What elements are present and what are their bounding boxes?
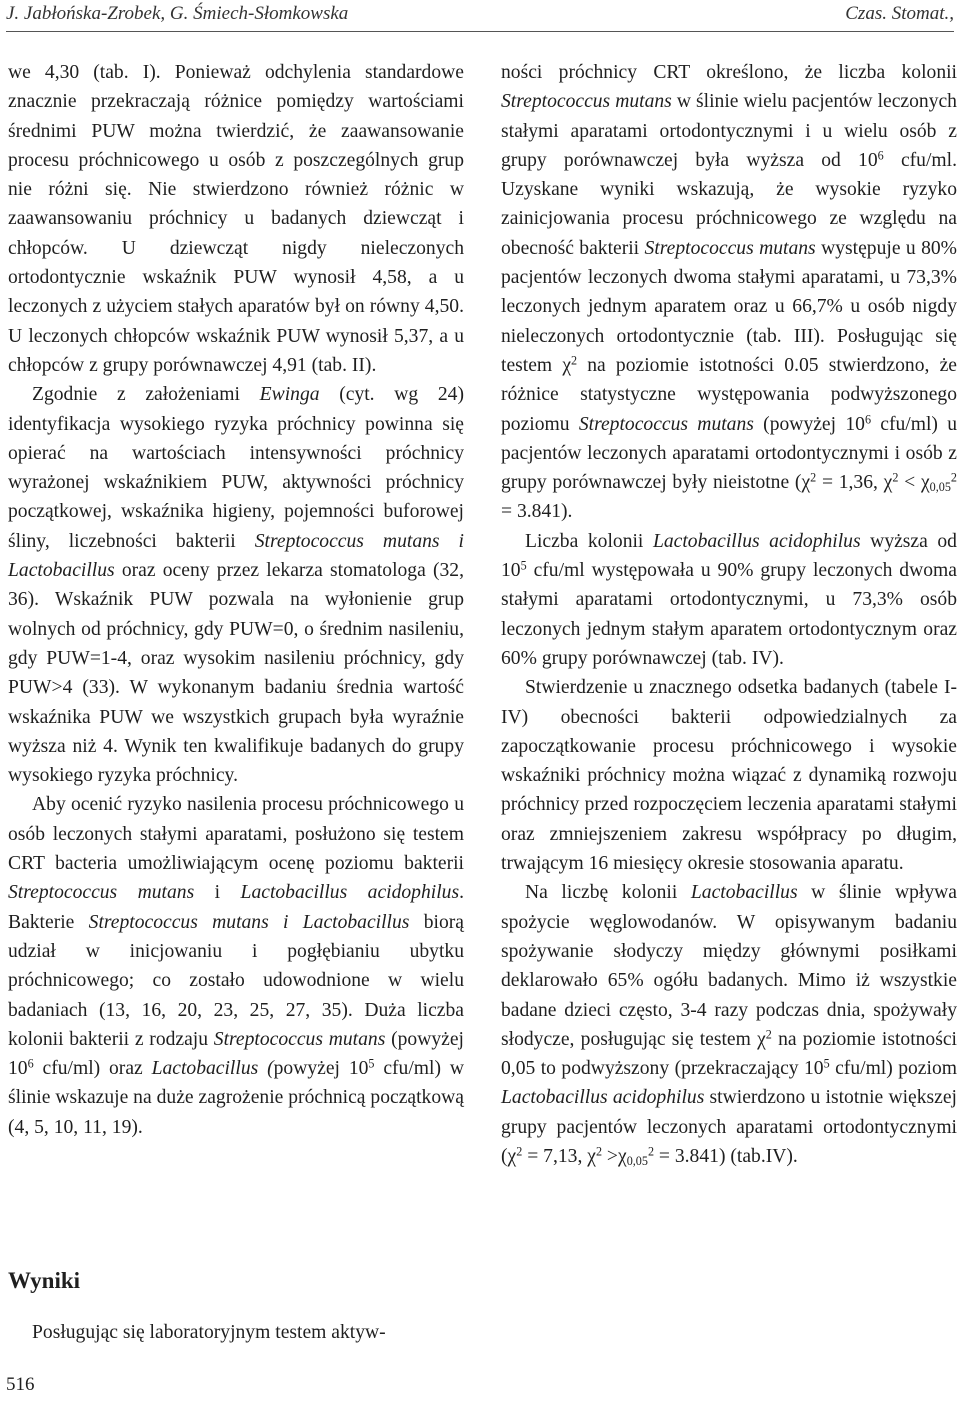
right-column <box>501 58 957 1171</box>
header-rule <box>6 31 954 32</box>
header-journal: Czas. Stomat., <box>845 3 954 24</box>
page-number: 516 <box>6 1374 35 1395</box>
paragraph: Posługując się laboratoryjnym testem aktyw- <box>32 1322 386 1343</box>
paragraph: we 4,30 (tab. I). Ponieważ odchylenia standardowe znacznie przekraczają różnice pomiędzy wartościami średnimi PUW można twierdzić, że zaawansowanie procesu próchnicowego u osób z poszczególnych grup nie różni się. Nie stwierdzono również różnic w zaawansowaniu próchnicy u badanych dziewcząt i chłopców. U dziewcząt nigdy nieleczonych ortodontycznie wskaźnik PUW wynosił 4,58, a u leczonych z użyciem stałych aparatów był on równy 4,50. U leczonych chłopców wskaźnik PUW wynosił 5,37, a u chłopców z grupy porównawczej 4,91 (tab. II). <box>8 62 464 376</box>
paragraph: Stwierdzenie u znacznego odsetka badanych (tabele I-IV) obecności bakterii odpowiedzialnych za zapoczątkowanie procesu próchnicowego i wysokie wskaźniki próchnicy można wiązać z dynamiką rozwoju próchnicy przed rozpoczęciem leczenia aparatami stałymi oraz zmniejszeniem zakresu współpracy po długim, trwającym 16 miesięcy okresie stosowania aparatu. <box>501 677 957 875</box>
paragraph: Na liczbę kolonii Lactobacillus w ślinie wpływa spożycie węglowodanów. W opisywanym badaniu spożywanie słodyczy między głównymi posiłkami deklarowało 65% ogółu badanych. Mimo iż wszystkie badane dzieci często, 3-4 razy podczas dnia, spożywały słodycze, posługując się testem $\chi^2$ na poziomie istotności 0,05 to podwyższony (przekraczający $10^5$ cfu/ml) poziom Lactobacillus acidophilus stwierdzono u istotnie większej grupy pacjentów leczonych aparatami ortodontycznymi ($\chi^2 = 7,13$, $\chi^2 >\chi_{0,05}^2 = 3.841$) (tab.IV). <box>501 882 957 1169</box>
header-authors: J. Jabłońska-Zrobek, G. Śmiech-Słomkowska <box>6 3 349 24</box>
running-header <box>0 0 960 30</box>
paragraph: Zgodnie z założeniami Ewinga (cyt. wg 24) identyfikacja wysokiego ryzyka próchnicy powinna się opierać na wartościach intensywności próchnicy wyrażonej wskaźnikiem PUW, aktywności próchnicy początkowej, wskaźnika higieny, pojemności buforowej śliny, liczebności bakterii Streptococcus mutans i Lactobacillus oraz oceny przez lekarza stomatologa (32, 36). Wskaźnik PUW pozwala na wyłonienie grup wolnych od próchnicy, gdy PUW=0, o średnim nasileniu, gdy PUW=1-4, oraz wysokim nasileniu próchnicy, gdy PUW>4 (33). W wykonanym badaniu średnia wartość wskaźnika PUW we wszystkich grupach była wyraźnie wyższa niż 4. Wynik ten kwalifikuje badanych do grupy wysokiego ryzyka próchnicy. <box>8 384 464 787</box>
left-column <box>8 58 464 1142</box>
paragraph: Liczba kolonii Lactobacillus acidophilus wyższa od $10^5$ cfu/ml występowała u 90% grupy leczonych dwoma stałymi aparatami ortodontycznymi, u 73,3% osób leczonych jednym stałym aparatem ortodontycznym oraz 60% grupy porównawczej (tab. IV). <box>501 530 957 669</box>
section-heading: Wyniki <box>8 1268 81 1293</box>
paragraph: ności próchnicy CRT określono, że liczba kolonii Streptococcus mutans w ślinie wielu pacjentów leczonych stałymi aparatami ortodontycznymi i u wielu osób z grupy porównawczej była wyższa od $10^6$ cfu/ml. Uzyskane wyniki wskazują, że wysokie ryzyko zainicjowania procesu próchnicowego ze względu na obecność bakterii Streptococcus mutans występuje u 80% pacjentów leczonych dwoma stałymi aparatami, u 73,3% leczonych jednym aparatem oraz u 66,7% u osób nigdy nieleczonych ortodontycznie (tab. III). Posługując się testem $\chi^2$ na poziomie istotności 0.05 stwierdzono, że różnice statystyczne występowania podwyższonego poziomu Streptococcus mutans (powyżej $10^6$ cfu/ml) u pacjentów leczonych aparatami ortodontycznymi i osób z grupy porównawczej były nieistotne ($\chi^2 = 1,36$, $\chi^2 < \chi_{0,05}^2 = 3.841$). <box>501 62 958 523</box>
paragraph: Aby ocenić ryzyko nasilenia procesu próchnicowego u osób leczonych stałymi aparatami, posłużono się testem CRT bacteria umożliwiającym ocenę poziomu bakterii Streptococcus mutans i Lactobacillus acidophilus. Bakterie Streptococcus mutans i Lactobacillus biorą udział w inicjowaniu i pogłębianiu ubytku próchnicowego; co zostało udowodnione w wielu badaniach (13, 16, 20, 23, 25, 27, 35). Duża liczba kolonii bakterii z rodzaju Streptococcus mutans (powyżej $10^6$ cfu/ml) oraz Lactobacillus (powyżej $10^5$ cfu/ml) w ślinie wskazuje na duże zagrożenie próchnicą początkową (4, 5, 10, 11, 19). <box>8 794 464 1138</box>
